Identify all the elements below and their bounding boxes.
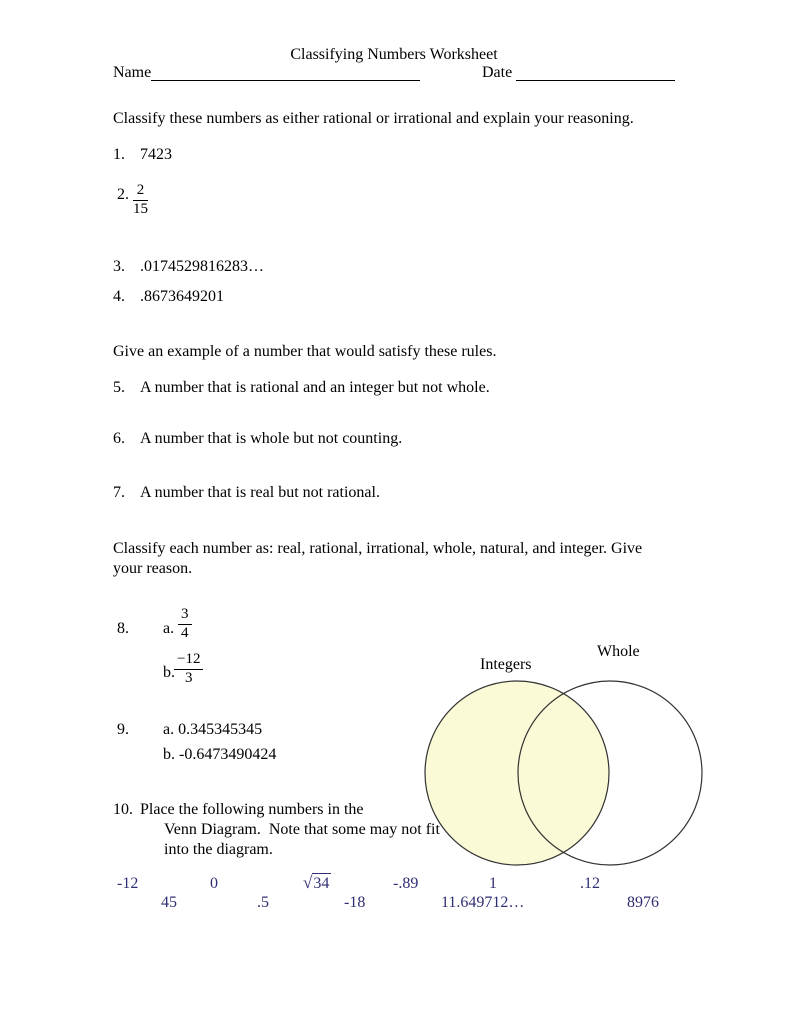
radical-sign: √ — [303, 873, 313, 892]
date-label: Date — [482, 64, 513, 81]
bank-number: -12 — [117, 875, 139, 892]
name-label: Name — [113, 64, 152, 81]
q8-number: 8. — [117, 620, 129, 637]
bank-number: 8976 — [627, 894, 659, 911]
q4-value: .8673649201 — [140, 288, 224, 305]
q10-line1: Place the following numbers in the — [140, 801, 364, 818]
bank-number: 1 — [489, 875, 497, 892]
q5-text: A number that is rational and an integer but not whole. — [140, 379, 490, 396]
q10-line2: Venn Diagram. Note that some may not fit — [164, 821, 440, 838]
q8a-fraction-numerator: 3 — [178, 606, 192, 625]
q4-number: 4. — [113, 288, 125, 305]
q2-fraction-denominator: 15 — [133, 200, 148, 217]
q7-number: 7. — [113, 484, 125, 501]
q8b-label: b. — [163, 664, 175, 681]
bank-number: .12 — [580, 875, 600, 892]
q9b-text: b. -0.6473490424 — [163, 746, 277, 763]
q1-number: 1. — [113, 146, 125, 163]
bank-number: 11.649712… — [441, 894, 525, 911]
q2-fraction-numerator: 2 — [133, 182, 148, 201]
instruction-classify-line2: your reason. — [113, 560, 193, 577]
q10-line3: into the diagram. — [164, 841, 273, 858]
q9a-text: a. 0.345345345 — [163, 721, 263, 738]
q8a-label: a. — [163, 620, 175, 637]
bank-number: -18 — [344, 894, 366, 911]
integers-circle — [425, 681, 609, 865]
q6-text: A number that is whole but not counting. — [140, 430, 403, 447]
q8b-fraction-denominator: 3 — [184, 669, 193, 686]
q8a-fraction — [178, 606, 192, 642]
q3-value: .0174529816283… — [140, 258, 264, 275]
bank-sqrt-number — [303, 873, 331, 893]
q8b-fraction — [174, 651, 203, 687]
q2-fraction — [133, 182, 148, 218]
instruction-classify-line1: Classify each number as: real, rational, irrational, whole, natural, and integer. Give — [113, 540, 643, 557]
q9-number: 9. — [117, 721, 129, 738]
q5-number: 5. — [113, 379, 125, 396]
q10-number: 10. — [113, 801, 133, 818]
bank-number: 0 — [210, 875, 218, 892]
bank-sqrt-radicand: 34 — [313, 875, 330, 892]
date-blank — [516, 63, 675, 81]
instruction-examples: Give an example of a number that would satisfy these rules. — [113, 343, 497, 360]
q8a-fraction-denominator: 4 — [181, 624, 189, 641]
q8b-fraction-numerator: −12 — [174, 651, 203, 670]
venn-diagram — [415, 675, 715, 870]
bank-number: -.89 — [393, 875, 419, 892]
q6-number: 6. — [113, 430, 125, 447]
instruction-rational: Classify these numbers as either rational or irrational and explain your reasoning. — [113, 110, 634, 127]
q3-number: 3. — [113, 258, 125, 275]
q1-value: 7423 — [140, 146, 172, 163]
q7-text: A number that is real but not rational. — [140, 484, 380, 501]
page-title: Classifying Numbers Worksheet — [290, 46, 498, 63]
bank-number: 45 — [161, 894, 177, 911]
venn-right-label: Whole — [597, 643, 640, 660]
bank-number: .5 — [257, 894, 269, 911]
venn-left-label: Integers — [480, 656, 532, 673]
name-blank — [151, 63, 420, 81]
q2-number: 2. — [117, 186, 129, 203]
